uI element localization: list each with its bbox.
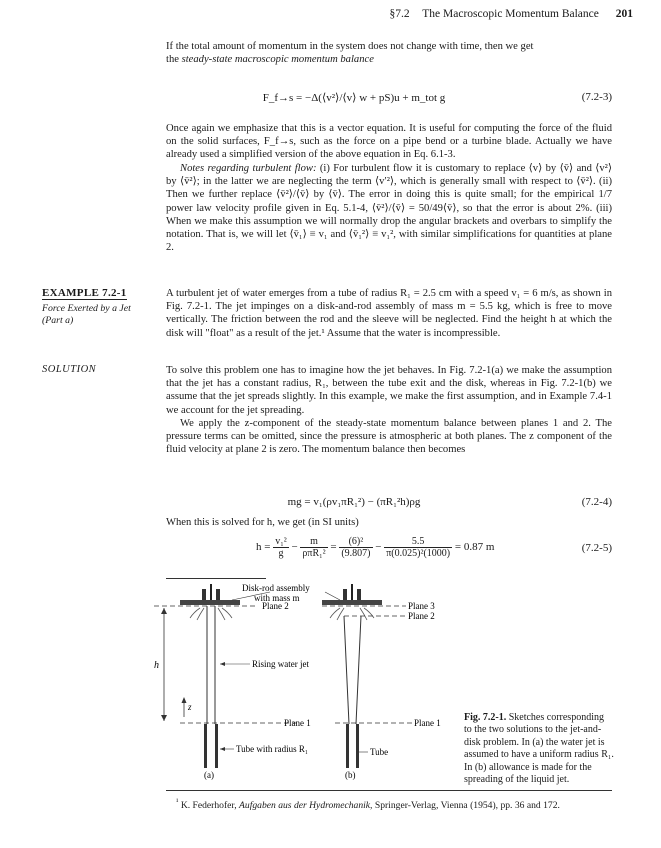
page-number: 201: [615, 8, 633, 20]
footnote-separator: [166, 578, 266, 579]
numerator: 5.5: [384, 536, 452, 548]
example-subtitle: [42, 303, 152, 326]
solution-paragraph-2: We apply the z-component of the steady-state momentum balance between planes 1 and 2. The pressure terms can be omitted, since the pressure is atmospheric at both planes. The z component of the fluid velocity at plane 2 is zero. The momentum balance then becomes: [166, 417, 612, 456]
label-tube: Tube: [370, 747, 389, 757]
denominator: (9.807): [341, 548, 371, 559]
equation-body: mg = v₁(ρv₁πR₁²) − (πR₁²h)ρg: [287, 496, 421, 508]
solution-label: SOLUTION: [42, 364, 97, 375]
notes-text: (i) For turbulent flow it is customary to replace ⟨v⟩ by ⟨v̄⟩ and ⟨v²⟩ by ⟨v̄²⟩; in the latter we are neglecting the term ⟨v′²⟩, which is generally small with respect to ⟨v̄²⟩. (ii) Then we further replace ⟨v̄²⟩/⟨v̄⟩ by ⟨v̄⟩. The error in doing this is quite small; for the empirical 1/7 power law velocity profile given in Eq. 5.1-4, ⟨v̄²⟩/⟨v̄⟩ = 50/49⟨v̄⟩, so that the error is about 2%. (iii) When we make this assumption we will normally drop the angular brackets and overbars to simplify the notation. That is, we will let ⟨v̄₁⟩ ≡ v₁ and ⟨v̄₁²⟩ ≡ v₁², with similar simplifications for quantities at plane 2.: [166, 163, 612, 254]
caption-text: Sketches corresponding to the two solutions to the jet-and-disk problem. In (a) the water jet is assumed to have a uniform radius R₁. In (b) allowance is made for the spreading of the liquid jet.: [464, 712, 614, 786]
figure-7-2-1: [150, 584, 460, 780]
rising-jet-arrow: [220, 662, 225, 666]
tube-radius-arrow: [220, 747, 225, 751]
label-rising-jet: Rising water jet: [252, 659, 309, 669]
jet-left-edge-b: [344, 616, 349, 724]
label-b: (b): [345, 770, 356, 780]
label-plane-1-a: Plane 1: [284, 718, 311, 728]
eq-result: = 0.87 m: [454, 541, 495, 554]
z-axis-arrow: [182, 697, 187, 703]
disk-a: [180, 600, 240, 605]
section-title: The Macroscopic Momentum Balance: [422, 8, 599, 20]
solution-paragraph-1: To solve this problem one has to imagine how the jet behaves. In Fig. 7.2-1(a) we make the assumption that the jet has a constant radius, R₁, between the tube exit and the disk, whereas in Fig. 7.2-1(b) we assume that the jet spreads slightly. In this example, we make the first assumption, and in Example 7.4-1 we account for the jet spreading.: [166, 365, 612, 416]
label-plane-1-b: Plane 1: [414, 718, 441, 728]
running-header: [389, 8, 633, 20]
paragraph-vector-equation: [166, 122, 612, 162]
paragraph-text: Once again we emphasize that this is a vector equation. It is useful for computing the force of the fluid on the solid surfaces, F_f→s, such as the force on a pipe bend or a turbine blade. Actually we have already used a simplified version of the above equation in Eq. 6.1-3.: [166, 123, 612, 161]
label-z: z: [188, 702, 192, 712]
label-tube-radius: Tube with radius R₁: [236, 744, 309, 754]
h-arrow-bottom: [161, 715, 167, 721]
footnote: [176, 796, 560, 812]
intro-line2: [166, 53, 612, 66]
label-h: h: [154, 660, 159, 671]
example-title: EXAMPLE 7.2-1: [42, 287, 127, 299]
figure-caption: [464, 712, 614, 786]
label-plane-3: Plane 3: [408, 601, 435, 611]
tube-wall-right-b: [356, 724, 359, 768]
when-solved-line: When this is solved for h, we get (in SI units): [166, 517, 359, 528]
label-disk-rod: Disk-rod assembly: [242, 584, 310, 593]
footnote-author: K. Federhofer,: [180, 800, 237, 812]
disk-rod-leader-right: [325, 592, 340, 600]
tube-wall-left-a: [204, 724, 207, 768]
equation-7-2-4: [166, 496, 612, 514]
equation-body: F_f→s = −Δ(⟨v²⟩/⟨v⟩ w + pS)u + m_tot g: [262, 92, 446, 104]
intro-line1: If the total amount of momentum in the system does not change with time, then we get: [166, 41, 534, 52]
notes-turbulent-flow: [166, 162, 612, 254]
equation-number: (7.2-3): [581, 91, 612, 103]
splash-a: [190, 608, 232, 620]
disk-b: [322, 600, 382, 605]
label-a: (a): [204, 770, 214, 780]
example-subtitle-line2: (Part a): [42, 314, 74, 326]
sketch-b: [322, 584, 412, 768]
example-side-label: [42, 287, 152, 326]
caption-label: Fig. 7.2-1.: [464, 712, 507, 723]
fraction-numeric-2: [384, 536, 452, 559]
tube-wall-left-b: [346, 724, 349, 768]
label-plane-2-a: Plane 2: [262, 601, 289, 611]
fraction-v-squared-over-g: [273, 536, 288, 559]
notes-lead: Notes regarding turbulent flow:: [180, 163, 317, 174]
equation-7-2-5: [166, 532, 612, 572]
equation-number: (7.2-5): [581, 542, 612, 554]
intro-paragraph: [166, 40, 612, 66]
label-with-mass: with mass m: [254, 593, 300, 603]
numerator: (6)²: [339, 536, 372, 548]
fraction-numeric-1: [339, 536, 372, 559]
footnote-mark: ¹: [176, 797, 179, 806]
intro-line2-prefix: the: [166, 54, 179, 66]
tube-wall-right-a: [215, 724, 218, 768]
footnote-book: Aufgaben aus der Hydromechanik,: [239, 800, 373, 812]
footnote-rule: [166, 790, 612, 791]
sketch-a: [154, 584, 300, 768]
example-problem-statement: [166, 287, 612, 340]
steady-state-term: steady-state macroscopic momentum balance: [181, 54, 374, 66]
denominator: ρπR₁²: [302, 548, 326, 559]
section-number: §7.2: [389, 8, 410, 20]
solution-text: [166, 364, 612, 456]
numerator: m: [300, 536, 327, 548]
equation-7-2-3: [166, 91, 612, 109]
denominator: π(0.025)²(1000): [386, 548, 451, 559]
fraction-m-over-rho-pi-r-squared: [300, 536, 327, 559]
eq-lhs: h =: [256, 541, 271, 554]
label-plane-2-b: Plane 2: [408, 611, 435, 621]
example-text: A turbulent jet of water emerges from a tube of radius R₁ = 2.5 cm with a speed v₁ = 6 m/s, as shown in Fig. 7.2-1. The jet impinges on a disk-and-rod assembly of mass m = 5.5 kg, which is free to move vertically. The friction between the rod and the sleeve will be neglected. Find the height h at which the disk will "float" as a result of the jet.¹ Assume that the water is incompressible.: [166, 288, 612, 339]
equation-body: h = $\frac{\text{v₁²}}{g}$ − $\frac{m}{\text{ρπR₁²}}$ = $\frac{\text{(6)²}}{(9.807)}$ − $\frac{5.5}{\text{π(0.025)²(1000)}}$ = 0.87 m: [256, 536, 495, 559]
equation-number: (7.2-4): [581, 496, 612, 508]
numerator: v₁²: [275, 536, 287, 547]
denominator: g: [278, 548, 284, 559]
h-arrow-top: [161, 608, 167, 614]
example-subtitle-line1: Force Exerted by a Jet: [42, 303, 131, 314]
notes-paragraph: [166, 162, 612, 254]
footnote-rest: Springer-Verlag, Vienna (1954), pp. 36 and 172.: [374, 800, 560, 812]
jet-right-edge-b: [356, 616, 361, 724]
splash-b: [330, 608, 374, 620]
